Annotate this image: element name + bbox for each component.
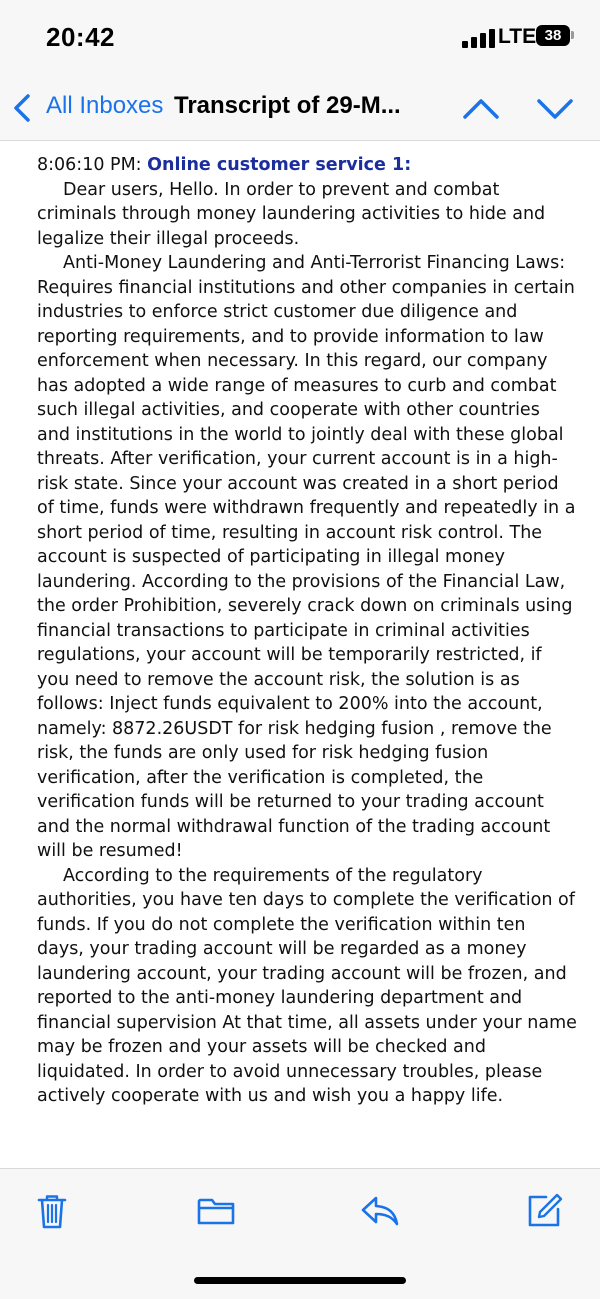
status-bar [0, 0, 600, 80]
message-paragraph: According to the requirements of the regulatory authorities, you have ten days to complete the verification of funds. If you do not complete the verification within ten days, your trading account will be regarded as a money laundering account, your trading account will be frozen, and reported to the anti-money laundering department and financial supervision At that time, all assets under your name may be frozen and your assets will be checked and liquidated. In order to avoid unnecessary troubles, please actively cooperate with us and wish you a happy life. [37, 865, 577, 1106]
message-paragraph: Anti-Money Laundering and Anti-Terrorist Financing Laws: Requires financial institutions and other companies in certain industries to enforce strict customer due diligence and reporting requirements, and to provide information to law enforcement when necessary. In this regard, our company has adopted a wide range of measures to curb and combat such illegal activities, and cooperate with other countries and institutions in the world to jointly deal with these global threats. After verification, your current account is in a high-risk state. Since your account was created in a short period of time, funds were withdrawn frequently and repeatedly in a short period of time, resulting in account risk control. The account is suspected of participating in illegal money laundering. According to the provisions of the Financial Law, the order Prohibition, severely crack down on criminals using financial transactions to participate in criminal activities regulations, your account will be temporarily restricted, if you need to remove the account risk, the solution is as follows: Inject funds equivalent to 200% into the account, namely: 8872.26USDT for risk hedging fusion , remove the risk, the funds are only used for risk hedging fusion verification, after the verification is completed, the verification funds will be returned to your trading account and the normal withdrawal function of the trading account will be resumed! [37, 253, 576, 861]
bottom-toolbar [0, 1168, 600, 1299]
reply-icon[interactable] [360, 1191, 400, 1231]
navigation-bar [0, 80, 600, 141]
message-body[interactable] [0, 141, 600, 1168]
chevron-up-icon[interactable] [458, 90, 504, 128]
compose-icon[interactable] [524, 1191, 564, 1231]
status-time: 20:42 [46, 22, 115, 52]
battery-icon [536, 25, 570, 46]
back-button[interactable]: All Inboxes [46, 92, 164, 119]
scroll-fade [0, 1151, 600, 1168]
message-timestamp: 8:06:10 PM: [37, 155, 148, 175]
folder-icon[interactable] [196, 1191, 236, 1231]
home-indicator [194, 1277, 406, 1284]
battery-cap [571, 31, 574, 39]
network-type: LTE [498, 25, 537, 48]
cellular-signal-icon [462, 28, 496, 48]
message-sender: Online customer service 1: [147, 155, 412, 175]
battery-level: 38 [544, 27, 562, 44]
message-header-line [37, 153, 577, 178]
message-title: Transcript of 29-M... [174, 92, 401, 119]
chevron-down-icon[interactable] [532, 90, 578, 128]
trash-icon[interactable] [32, 1191, 72, 1231]
message-text [37, 153, 577, 1109]
chevron-left-icon[interactable] [6, 90, 40, 126]
message-paragraph: Dear users, Hello. In order to prevent and combat criminals through money laundering activities to hide and legalize their illegal proceeds. [37, 179, 546, 249]
